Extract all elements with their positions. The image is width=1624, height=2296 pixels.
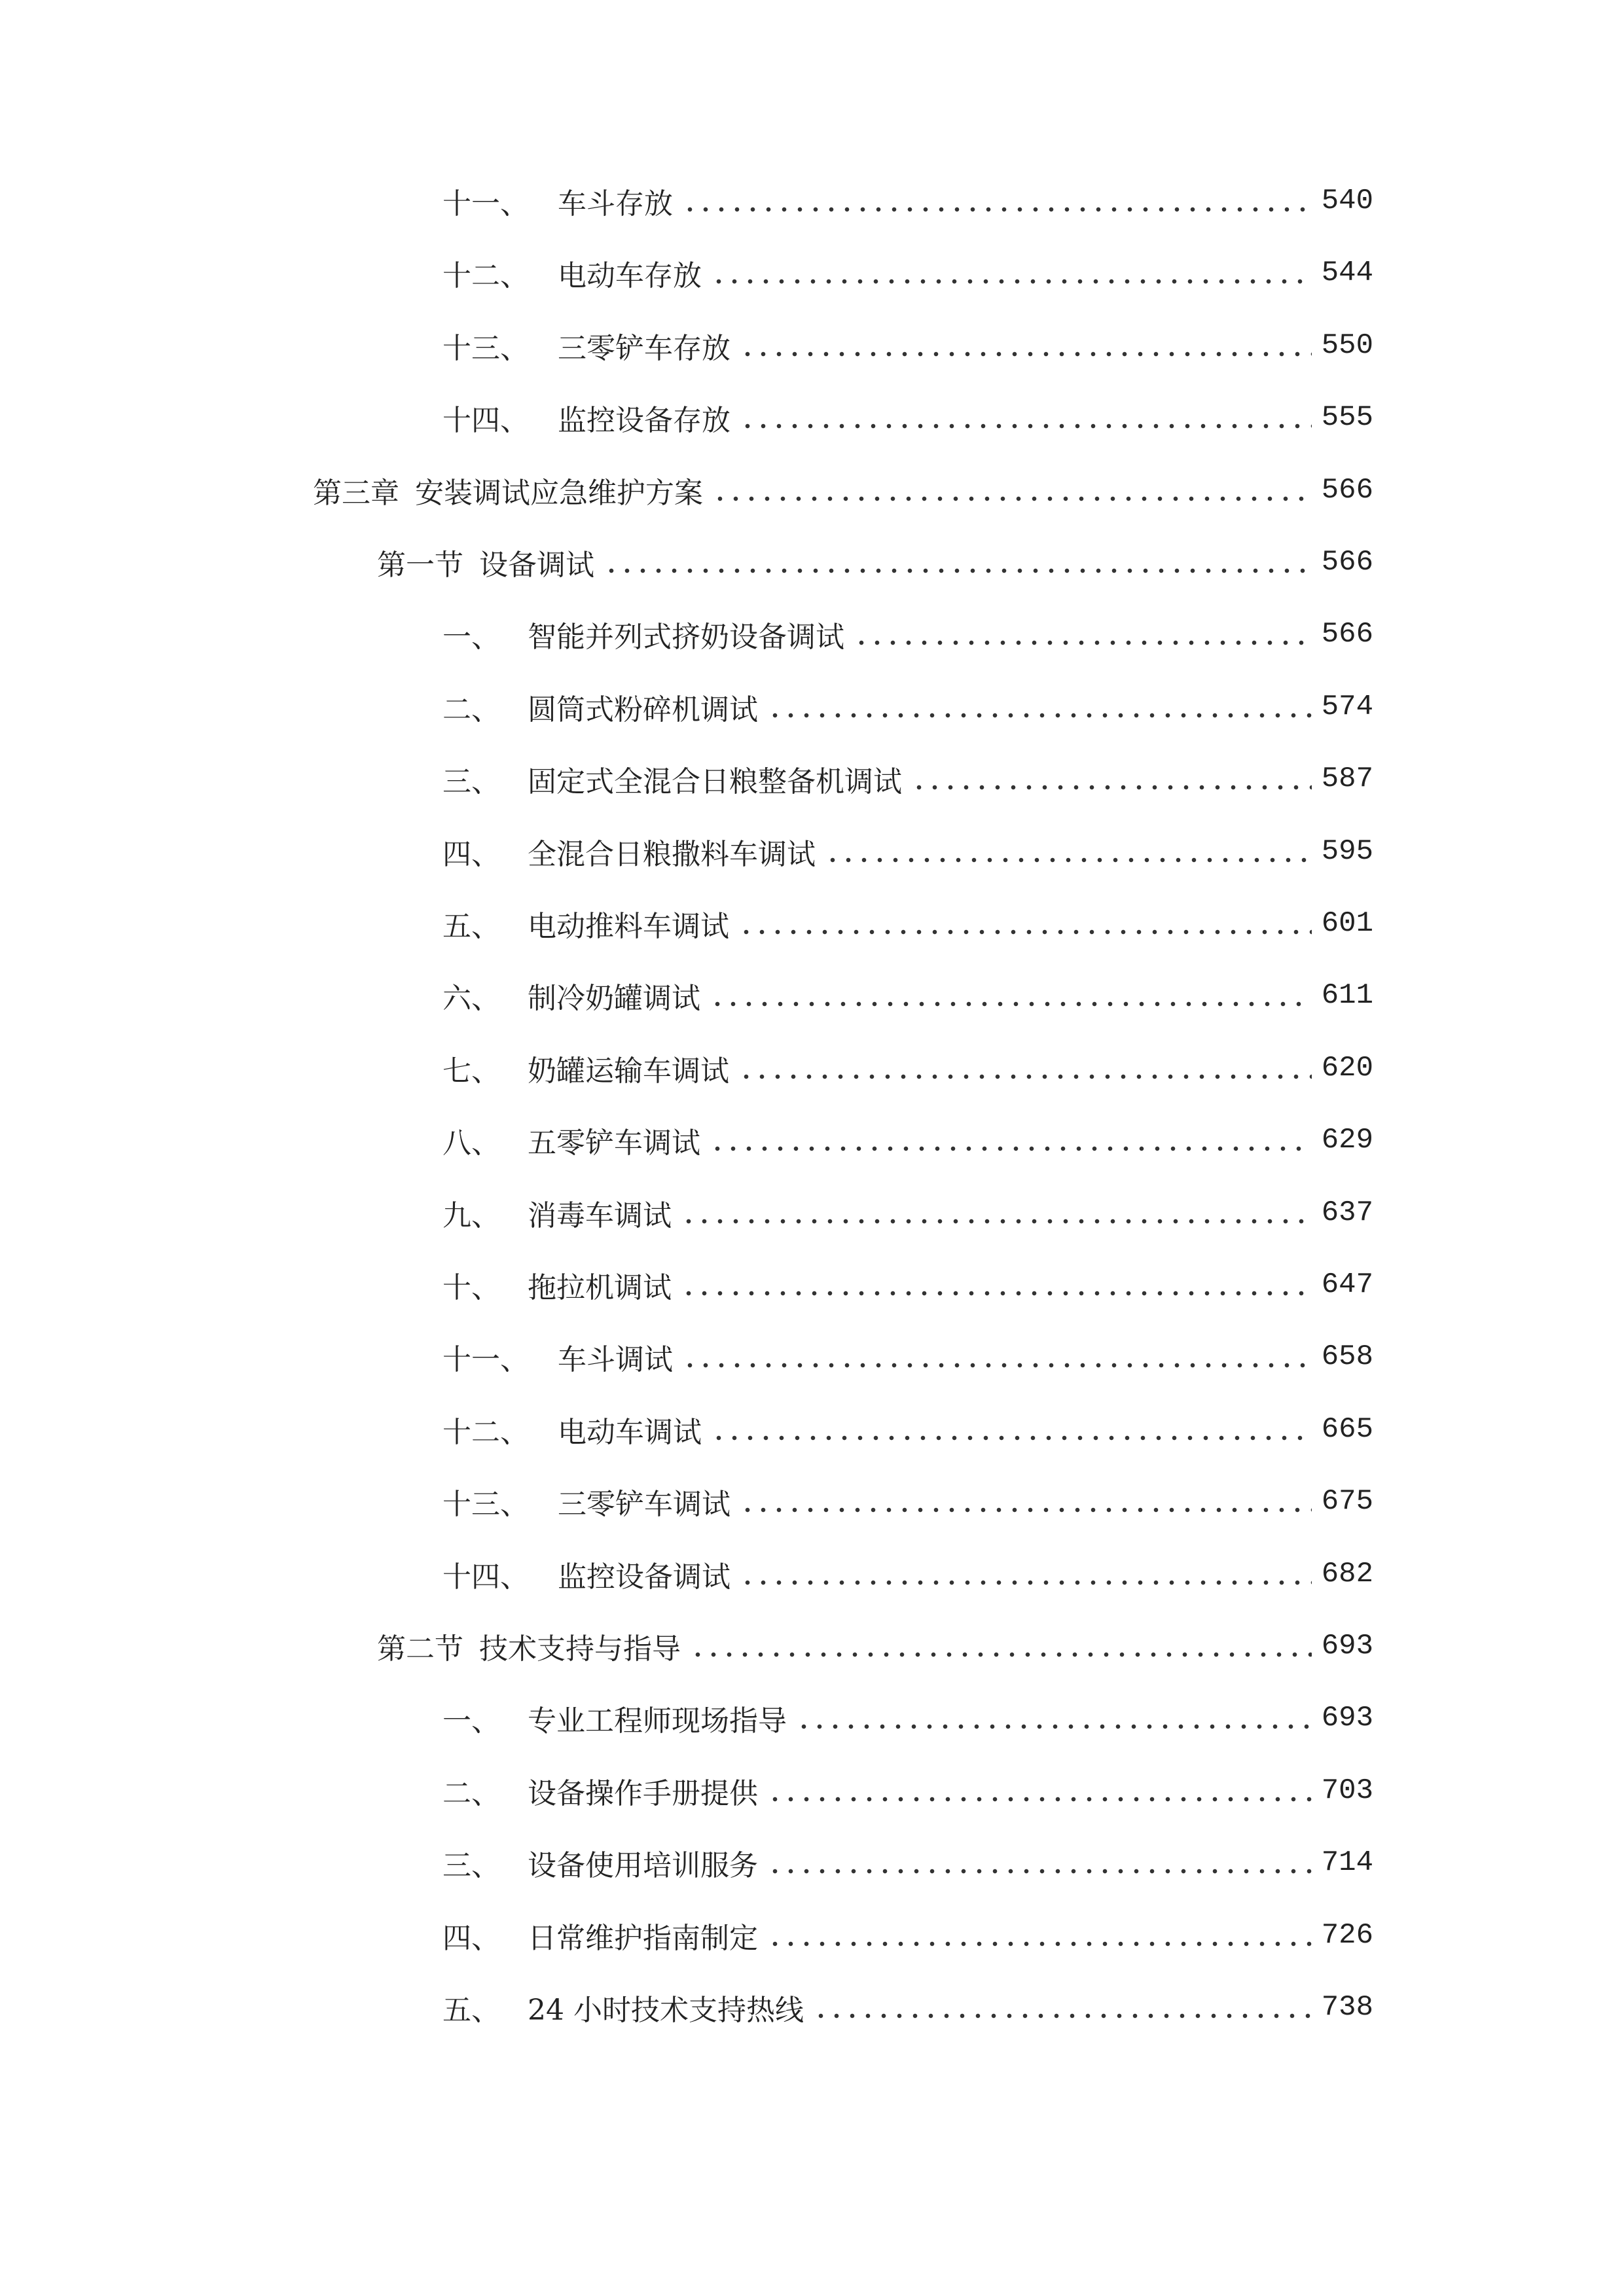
toc-entry-title: 专业工程师现场指导 (528, 1704, 787, 1738)
toc-entry-number: 二、 (442, 692, 500, 726)
toc-entry-page-number: 703 (1321, 1774, 1373, 1807)
toc-dot-leader (710, 1145, 1312, 1153)
toc-dot-leader (813, 2012, 1312, 2020)
toc-entry[interactable] (442, 1042, 1373, 1094)
toc-entry[interactable] (442, 1909, 1373, 1962)
toc-dot-leader (710, 1000, 1312, 1008)
toc-entry-page-number: 574 (1321, 690, 1373, 723)
toc-entry-title: 三零铲车调试 (558, 1488, 731, 1522)
toc-entry-title: 奶罐运输车调试 (528, 1054, 729, 1088)
toc-entry-title: 智能并列式挤奶设备调试 (528, 620, 844, 655)
toc-entry[interactable] (442, 1331, 1373, 1383)
toc-entry-number: 一、 (442, 620, 500, 655)
toc-entry-title: 圆筒式粉碎机调试 (528, 692, 758, 726)
toc-entry-page-number: 555 (1321, 401, 1373, 435)
toc-entry[interactable] (442, 1187, 1373, 1239)
toc-entry-page-number: 595 (1321, 834, 1373, 868)
toc-entry-page-number: 738 (1321, 1991, 1373, 2024)
toc-entry-title: 全混合日粮撒料车调试 (528, 837, 816, 871)
toc-entry[interactable] (442, 825, 1373, 878)
toc-dot-leader (711, 278, 1312, 285)
toc-entry-page-number: 637 (1321, 1196, 1373, 1229)
toc-dot-leader (681, 1289, 1312, 1297)
toc-entry-number: 九、 (442, 1198, 500, 1232)
toc-dot-leader (740, 1506, 1312, 1514)
toc-entry-page-number: 693 (1321, 1630, 1373, 1662)
toc-entry-title: 安装调试应急维护方案 (415, 476, 703, 510)
toc-entry-page-number: 566 (1321, 618, 1373, 651)
toc-entry-number: 四、 (442, 1921, 500, 1955)
toc-entry-number: 十二、 (442, 259, 529, 293)
toc-entry-title: 设备操作手册提供 (528, 1776, 758, 1810)
toc-dot-leader (911, 783, 1312, 791)
toc-entry-number: 八、 (442, 1126, 500, 1160)
toc-entry[interactable] (442, 1475, 1373, 1528)
toc-entry[interactable] (442, 681, 1373, 733)
toc-entry-page-number: 566 (1321, 473, 1373, 507)
toc-entry[interactable] (442, 1114, 1373, 1166)
toc-dot-leader (854, 639, 1312, 647)
toc-entry-number: 十三、 (442, 1488, 529, 1522)
toc-entry-number: 一、 (442, 1704, 500, 1738)
toc-entry[interactable] (442, 391, 1373, 444)
toc-entry[interactable] (442, 247, 1373, 299)
toc-entry[interactable] (442, 897, 1373, 950)
toc-entry-number: 二、 (442, 1776, 500, 1810)
toc-entry-number: 第三章 (313, 476, 399, 510)
toc-entry-number: 第一节 (377, 548, 463, 582)
toc-dot-leader (738, 928, 1312, 936)
toc-dot-leader (690, 1651, 1312, 1659)
toc-dot-leader (740, 350, 1312, 358)
toc-entry[interactable] (377, 1620, 1373, 1672)
toc-entry[interactable] (442, 1837, 1373, 1889)
toc-entry-page-number: 665 (1321, 1412, 1373, 1446)
toc-entry-number: 十四、 (442, 1560, 529, 1594)
toc-entry-page-number: 658 (1321, 1340, 1373, 1374)
toc-dot-leader (767, 1795, 1312, 1803)
toc-entry-page-number: 714 (1321, 1846, 1373, 1880)
toc-dot-leader (796, 1723, 1312, 1731)
toc-entry[interactable] (442, 1692, 1373, 1744)
toc-dot-leader (682, 206, 1312, 213)
toc-dot-leader (711, 1434, 1312, 1442)
toc-entry-page-number: 587 (1321, 762, 1373, 796)
toc-entry-title: 24 小时技术支持热线 (528, 1994, 804, 2027)
toc-dot-leader (740, 422, 1312, 430)
toc-entry-title: 电动车调试 (558, 1415, 702, 1449)
toc-entry-title: 固定式全混合日粮整备机调试 (528, 765, 902, 799)
toc-entry[interactable] (442, 608, 1373, 660)
toc-entry[interactable] (442, 969, 1373, 1022)
toc-entry-title: 监控设备存放 (558, 404, 731, 438)
toc-entry-page-number: 566 (1321, 546, 1373, 579)
toc-entry-page-number: 544 (1321, 257, 1373, 290)
toc-entry-title: 日常维护指南制定 (528, 1921, 758, 1955)
toc-entry-number: 五、 (442, 1994, 500, 2027)
toc-entry-page-number: 601 (1321, 907, 1373, 940)
toc-dot-leader (712, 495, 1312, 503)
toc-entry-title: 设备使用培训服务 (528, 1849, 758, 1883)
toc-entry-title: 设备调试 (479, 548, 594, 582)
toc-entry[interactable] (313, 464, 1373, 516)
toc-entry-number: 十一、 (442, 1343, 529, 1377)
toc-entry[interactable] (442, 1548, 1373, 1600)
toc-entry-number: 六、 (442, 982, 500, 1016)
toc-entry-number: 十一、 (442, 187, 529, 221)
toc-entry-title: 消毒车调试 (528, 1198, 672, 1232)
toc-entry-title: 车斗存放 (558, 187, 673, 221)
toc-entry-number: 三、 (442, 1849, 500, 1883)
toc-entry-number: 十三、 (442, 331, 529, 365)
toc-dot-leader (767, 1867, 1312, 1875)
toc-entry-page-number: 647 (1321, 1268, 1373, 1301)
toc-dot-leader (767, 711, 1312, 719)
toc-entry-number: 四、 (442, 837, 500, 871)
toc-entry-page-number: 693 (1321, 1702, 1373, 1735)
toc-entry-number: 十、 (442, 1271, 500, 1304)
toc-entry-page-number: 682 (1321, 1557, 1373, 1590)
toc-entry-title: 车斗调试 (558, 1343, 673, 1377)
toc-entry-page-number: 629 (1321, 1124, 1373, 1157)
toc-entry-page-number: 611 (1321, 979, 1373, 1013)
toc-entry-title: 技术支持与指导 (479, 1632, 681, 1666)
toc-entry-title: 电动推料车调试 (528, 910, 729, 943)
toc-entry-page-number: 726 (1321, 1918, 1373, 1952)
toc-entry-page-number: 550 (1321, 329, 1373, 362)
toc-entry-number: 三、 (442, 765, 500, 799)
toc-entry-page-number: 540 (1321, 185, 1373, 217)
toc-entry[interactable] (442, 1981, 1373, 2034)
toc-dot-leader (682, 1361, 1312, 1369)
toc-dot-leader (825, 856, 1312, 864)
toc-entry[interactable] (442, 1765, 1373, 1817)
toc-dot-leader (738, 1073, 1312, 1081)
toc-entry-number: 十四、 (442, 404, 529, 438)
toc-entry-number: 五、 (442, 910, 500, 943)
toc-entry-number: 十二、 (442, 1415, 529, 1449)
toc-dot-leader (767, 1940, 1312, 1948)
toc-entry-title: 监控设备调试 (558, 1560, 731, 1594)
toc-entry-number: 七、 (442, 1054, 500, 1088)
toc-entry[interactable] (442, 319, 1373, 372)
toc-entry[interactable] (377, 536, 1373, 588)
toc-dot-leader (604, 567, 1312, 575)
toc-entry[interactable] (442, 175, 1373, 227)
toc-entry-title: 制冷奶罐调试 (528, 982, 700, 1016)
toc-entry-page-number: 620 (1321, 1051, 1373, 1085)
toc-dot-leader (740, 1579, 1312, 1587)
toc-entry-title: 五零铲车调试 (528, 1126, 700, 1160)
toc-entry-page-number: 675 (1321, 1485, 1373, 1518)
toc-entry-title: 电动车存放 (558, 259, 702, 293)
toc-entry[interactable] (442, 1403, 1373, 1456)
toc-entry-title: 拖拉机调试 (528, 1271, 672, 1304)
toc-dot-leader (681, 1217, 1312, 1225)
toc-entry[interactable] (442, 1259, 1373, 1311)
toc-entry[interactable] (442, 753, 1373, 805)
toc-entry-number: 第二节 (377, 1632, 463, 1666)
toc-entry-title: 三零铲车存放 (558, 331, 731, 365)
